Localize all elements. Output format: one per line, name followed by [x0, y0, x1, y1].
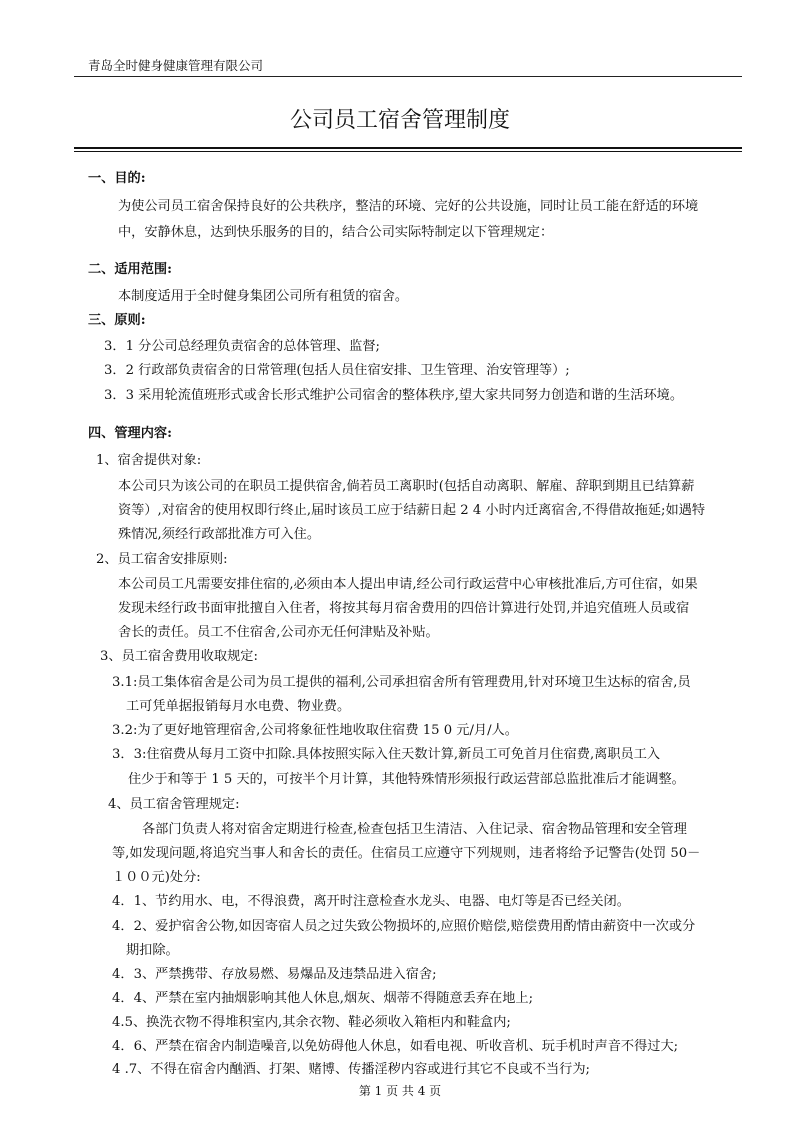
paragraph-line: 4．1、节约用水、电，不得浪费，离开时注意检查水龙头、电器、电灯等是否已经关闭。	[112, 894, 630, 909]
title-divider-thin	[74, 151, 742, 152]
paragraph-line: 3．2 行政部负责宿舍的日常管理(包括人员住宿安排、卫生管理、治安管理等）;	[104, 363, 570, 378]
header-divider	[74, 76, 742, 77]
paragraph-line: 4．6、严禁在宿舍内制造噪音,以免妨碍他人休息，如看电视、听收音机、玩手机时声音不得过大;	[112, 1039, 679, 1054]
page-number: 第 1 页 共 4 页	[358, 1084, 442, 1098]
title-divider-thick	[74, 147, 742, 149]
paragraph-line: 4 .7、不得在宿舍内酗酒、打架、赌博、传播淫秽内容或进行其它不良或不当行为;	[112, 1062, 590, 1077]
paragraph-line: 4.5、换洗衣物不得堆积室内,其余衣物、鞋必须收入箱柜内和鞋盒内;	[112, 1015, 511, 1030]
paragraph-line: 3.1:员工集体宿舍是公司为员工提供的福利,公司承担宿舍所有管理费用,针对环境卫生达标的宿舍,员	[112, 675, 691, 690]
paragraph-line: 发现未经行政书面审批擅自入住者，将按其每月宿舍费用的四倍计算进行处罚,并追究值班人员或宿	[118, 601, 690, 616]
paragraph-line: 4．2、爱护宿舍公物,如因寄宿人员之过失致公物损坏的,应照价赔偿,赔偿费用酌情由薪资中一次或分	[112, 919, 696, 934]
paragraph-line: 住少于和等于 1 5 天的，可按半个月计算，其他特殊情形须报行政运营部总监批准后才能调整。	[128, 772, 685, 787]
section-heading: 四、管理内容:	[88, 426, 172, 441]
paragraph-line: 为使公司员工宿舍保持良好的公共秩序，整洁的环境、完好的公共设施，同时让员工能在舒适的环境	[118, 199, 699, 214]
paragraph-line: 殊情况,须经行政部批准方可入住。	[118, 527, 321, 542]
section-heading: 一、目的:	[88, 171, 146, 186]
paragraph-line: １００元)处分:	[112, 870, 201, 885]
section-heading: 二、适用范围:	[88, 262, 172, 277]
paragraph-line: 4．3、严禁携带、存放易燃、易爆品及违禁品进入宿舍;	[112, 967, 437, 982]
paragraph-line: 4、员工宿舍管理规定:	[108, 797, 240, 812]
section-heading: 三、原则:	[88, 313, 146, 328]
paragraph-line: 3．3 采用轮流值班形式或舍长形式维护公司宿舍的整体秩序,望大家共同努力创造和谐的生活环境。	[104, 388, 684, 403]
company-header: 青岛全时健身健康管理有限公司	[88, 58, 264, 73]
paragraph-line: 1、宿舍提供对象:	[96, 453, 202, 468]
paragraph-line: 3．3:住宿费从每月工资中扣除.具体按照实际入住天数计算,新员工可免首月住宿费,离职员工入	[112, 747, 661, 762]
paragraph-line: 期扣除。	[126, 943, 179, 958]
paragraph-line: 3．1 分公司总经理负责宿舍的总体管理、监督;	[104, 339, 380, 354]
paragraph-line: 本制度适用于全时健身集团公司所有租赁的宿舍。	[118, 289, 409, 304]
page-title: 公司员工宿舍管理制度	[289, 108, 510, 133]
paragraph-line: 中，安静休息，达到快乐服务的目的，结合公司实际特制定以下管理规定：	[118, 225, 554, 240]
paragraph-line: 2、员工宿舍安排原则:	[96, 552, 228, 567]
paragraph-line: 工可凭单据报销每月水电费、物业费。	[126, 699, 351, 714]
paragraph-line: 各部门负责人将对宿舍定期进行检查,检查包括卫生清洁、入住记录、宿舍物品管理和安全管理	[142, 822, 687, 837]
paragraph-line: 舍长的责任。员工不住宿舍,公司亦无任何津贴及补贴。	[118, 625, 439, 640]
paragraph-line: 3.2:为了更好地管理宿舍,公司将象征性地收取住宿费 15 0 元/月/人。	[112, 723, 518, 738]
paragraph-line: 资等）,对宿舍的使用权即行终止,届时该员工应于结薪日起 2 4 小时内迁离宿舍,不得借故拖延;如遇特	[118, 503, 706, 518]
paragraph-line: 3、员工宿舍费用收取规定:	[100, 649, 258, 664]
paragraph-line: 本公司员工凡需要安排住宿的,必须由本人提出申请,经公司行政运营中心审核批准后,方可住宿，如果	[118, 577, 698, 592]
paragraph-line: 等,如发现问题,将追究当事人和舍长的责任。住宿员工应遵守下列规则，违者将给予记警告(处罚 50－	[112, 846, 701, 861]
paragraph-line: 本公司只为该公司的在职员工提供宿舍,倘若员工离职时(包括自动离职、解雇、辞职到期且已结算薪	[118, 479, 695, 494]
paragraph-line: 4．4、严禁在室内抽烟影响其他人休息,烟灰、烟蒂不得随意丢弃在地上;	[112, 991, 534, 1006]
